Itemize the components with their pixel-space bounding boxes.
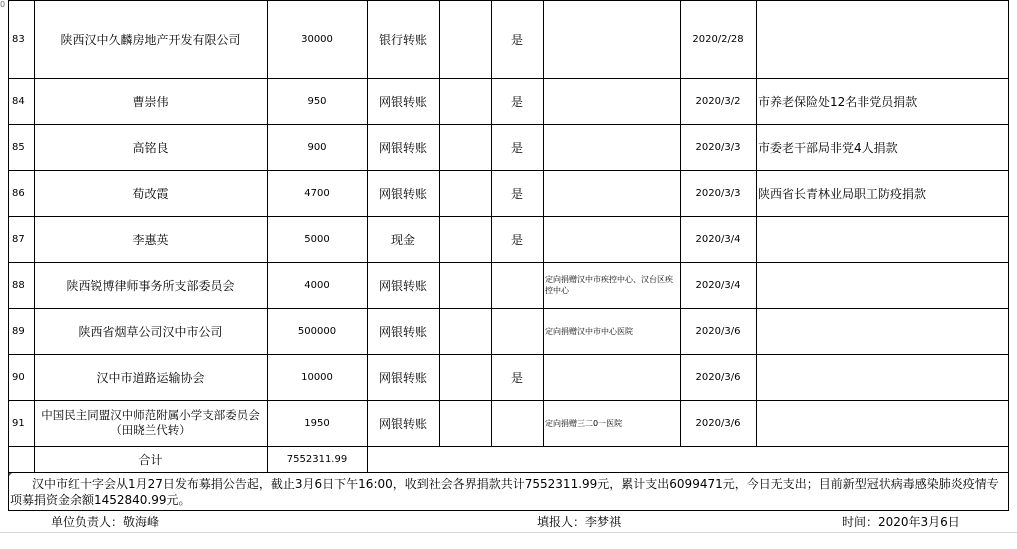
date-cell[interactable]: 2020/3/6: [695, 371, 741, 383]
amount-cell[interactable]: 950: [307, 95, 327, 107]
empty-cell[interactable]: [439, 124, 491, 170]
remark-cell[interactable]: 市委老干部局非党4人捐款: [758, 140, 898, 155]
row-number[interactable]: 88: [12, 279, 25, 291]
table-row: [0, 0, 1017, 78]
row-number[interactable]: 86: [12, 187, 25, 199]
grid-border: [543, 0, 544, 446]
designated-note-cell[interactable]: [543, 354, 680, 400]
table-row: [0, 78, 1017, 124]
empty-cell[interactable]: [439, 78, 491, 124]
row-number[interactable]: 84: [12, 95, 25, 107]
date-cell[interactable]: 2020/3/3: [695, 141, 741, 153]
remark-cell[interactable]: 陕西省长青林业局职工防疫捐款: [758, 186, 927, 201]
remark-cell[interactable]: [756, 262, 1008, 308]
date-cell[interactable]: 2020/2/28: [692, 33, 744, 45]
amount-cell[interactable]: 1950: [304, 417, 330, 429]
remark-cell[interactable]: [756, 0, 1008, 78]
table-row: [0, 308, 1017, 354]
grid-border: [367, 0, 368, 446]
remark-cell[interactable]: [756, 354, 1008, 400]
payment-method-cell[interactable]: 网银转账: [378, 186, 427, 201]
flag-cell[interactable]: 是: [510, 186, 523, 201]
payment-method-cell[interactable]: 网银转账: [378, 278, 427, 293]
remark-cell[interactable]: [756, 400, 1008, 446]
empty-cell[interactable]: [439, 0, 491, 78]
empty-cell[interactable]: [439, 400, 491, 446]
designated-note-cell[interactable]: [543, 0, 680, 78]
amount-cell[interactable]: 4700: [304, 187, 330, 199]
row-number[interactable]: 91: [12, 417, 25, 429]
grid-border: [8, 124, 1009, 125]
grid-border: [491, 0, 492, 446]
row-number[interactable]: 89: [12, 325, 25, 337]
remark-cell[interactable]: [756, 216, 1008, 262]
donor-name-cell[interactable]: 李惠英: [132, 232, 169, 247]
row-number[interactable]: 90: [12, 371, 25, 383]
table-row: [0, 354, 1017, 400]
grid-border: [367, 446, 368, 472]
date-cell[interactable]: 2020/3/6: [695, 325, 741, 337]
grid-border: [8, 78, 1009, 79]
donor-name-cell[interactable]: 陕西汉中久麟房地产开发有限公司: [60, 32, 241, 47]
payment-method-cell[interactable]: 银行转账: [378, 32, 427, 47]
grid-border: [8, 216, 1009, 217]
grid-border: [8, 0, 1009, 1]
grid-border: [756, 0, 757, 446]
table-row: [0, 400, 1017, 446]
flag-cell[interactable]: [491, 262, 543, 308]
donor-name-cell[interactable]: 陕西省烟草公司汉中市公司: [78, 324, 223, 339]
total-label[interactable]: 合计: [138, 452, 163, 467]
grid-border: [1008, 472, 1009, 510]
flag-cell[interactable]: 是: [510, 140, 523, 155]
amount-cell[interactable]: 4000: [304, 279, 330, 291]
designated-note-cell[interactable]: [543, 78, 680, 124]
sheet-gridline: [0, 532, 1017, 533]
grid-border: [34, 0, 35, 472]
donor-name-cell[interactable]: 中国民主同盟汉中师范附属小学支部委员会（田晓兰代转）: [41, 408, 260, 437]
empty-cell[interactable]: [439, 170, 491, 216]
date-cell[interactable]: 2020/3/2: [695, 95, 741, 107]
amount-cell[interactable]: 5000: [304, 233, 330, 245]
total-amount[interactable]: 7552311.99: [286, 453, 348, 465]
grid-border: [439, 0, 440, 446]
report-time[interactable]: 时间：2020年3月6日: [842, 515, 960, 529]
total-row: [0, 446, 1017, 472]
row-number[interactable]: 83: [12, 33, 25, 45]
table-row: [0, 216, 1017, 262]
amount-cell[interactable]: 900: [307, 141, 327, 153]
remark-cell[interactable]: [756, 308, 1008, 354]
flag-cell[interactable]: 是: [510, 232, 523, 247]
date-cell[interactable]: 2020/3/3: [695, 187, 741, 199]
amount-cell[interactable]: 10000: [301, 371, 333, 383]
donor-name-cell[interactable]: 高铭良: [132, 140, 169, 155]
date-cell[interactable]: 2020/3/4: [695, 233, 741, 245]
grid-border: [8, 400, 1009, 401]
empty-cell[interactable]: [439, 354, 491, 400]
grid-border: [680, 0, 681, 446]
table-row: [0, 170, 1017, 216]
donor-name-cell[interactable]: 汉中市道路运输协会: [96, 370, 205, 385]
designated-note-cell[interactable]: [543, 216, 680, 262]
summary-text[interactable]: 汉中市红十字会从1月27日发布募捐公告起，截止3月6日下午16:00，收到社会各界捐款共计7552311.99元，累计支出6099471元，今日无支出；目前新型冠状病毒感染肺炎疫情专项募捐资金余额1452840.99元。: [10, 477, 999, 507]
flag-cell[interactable]: [491, 308, 543, 354]
grid-border: [8, 354, 1009, 355]
amount-cell[interactable]: 500000: [297, 325, 337, 337]
donor-name-cell[interactable]: 荀改霞: [132, 186, 169, 201]
designated-note-cell[interactable]: 定向捐赠三二0一医院: [545, 418, 623, 428]
row-number[interactable]: 85: [12, 141, 25, 153]
grid-border: [1008, 0, 1009, 472]
payment-method-cell[interactable]: 网银转账: [378, 370, 427, 385]
date-cell[interactable]: 2020/3/6: [695, 417, 741, 429]
grid-border: [267, 0, 268, 472]
empty-cell[interactable]: [439, 216, 491, 262]
flag-cell[interactable]: [491, 400, 543, 446]
payment-method-cell[interactable]: 网银转账: [378, 416, 427, 431]
row-gutter-label: 0: [0, 0, 6, 9]
empty-cell[interactable]: [439, 262, 491, 308]
flag-cell[interactable]: 是: [510, 32, 523, 47]
payment-method-cell[interactable]: 网银转账: [378, 94, 427, 109]
grid-border: [8, 262, 1009, 263]
donor-name-cell[interactable]: 曹崇伟: [132, 94, 169, 109]
grid-border: [8, 0, 9, 510]
remark-cell[interactable]: 市养老保险处12名非党员捐款: [758, 94, 918, 109]
date-cell[interactable]: 2020/3/4: [695, 279, 741, 291]
designated-note-cell[interactable]: [543, 170, 680, 216]
row-number[interactable]: 87: [12, 233, 25, 245]
payment-method-cell[interactable]: 网银转账: [378, 324, 427, 339]
flag-cell[interactable]: 是: [510, 370, 523, 385]
empty-cell[interactable]: [439, 308, 491, 354]
payment-method-cell[interactable]: 网银转账: [378, 140, 427, 155]
responsible-person[interactable]: 单位负责人：敬海峰: [51, 515, 160, 529]
grid-border: [8, 472, 1009, 473]
designated-note-cell[interactable]: 定向捐赠汉中市中心医院: [545, 326, 633, 336]
grid-border: [8, 510, 1009, 511]
donor-name-cell[interactable]: 陕西锐博律师事务所支部委员会: [66, 278, 235, 293]
table-row: [0, 124, 1017, 170]
grid-border: [8, 446, 1009, 447]
reporter[interactable]: 填报人：李梦祺: [537, 515, 622, 529]
amount-cell[interactable]: 30000: [301, 33, 333, 45]
flag-cell[interactable]: 是: [510, 94, 523, 109]
payment-method-cell[interactable]: 现金: [390, 232, 415, 247]
designated-note-cell[interactable]: [543, 124, 680, 170]
table-row: [0, 262, 1017, 308]
grid-border: [8, 170, 1009, 171]
designated-note-cell[interactable]: 定向捐赠汉中市疾控中心、汉台区疾控中心: [545, 275, 673, 295]
grid-border: [8, 308, 1009, 309]
